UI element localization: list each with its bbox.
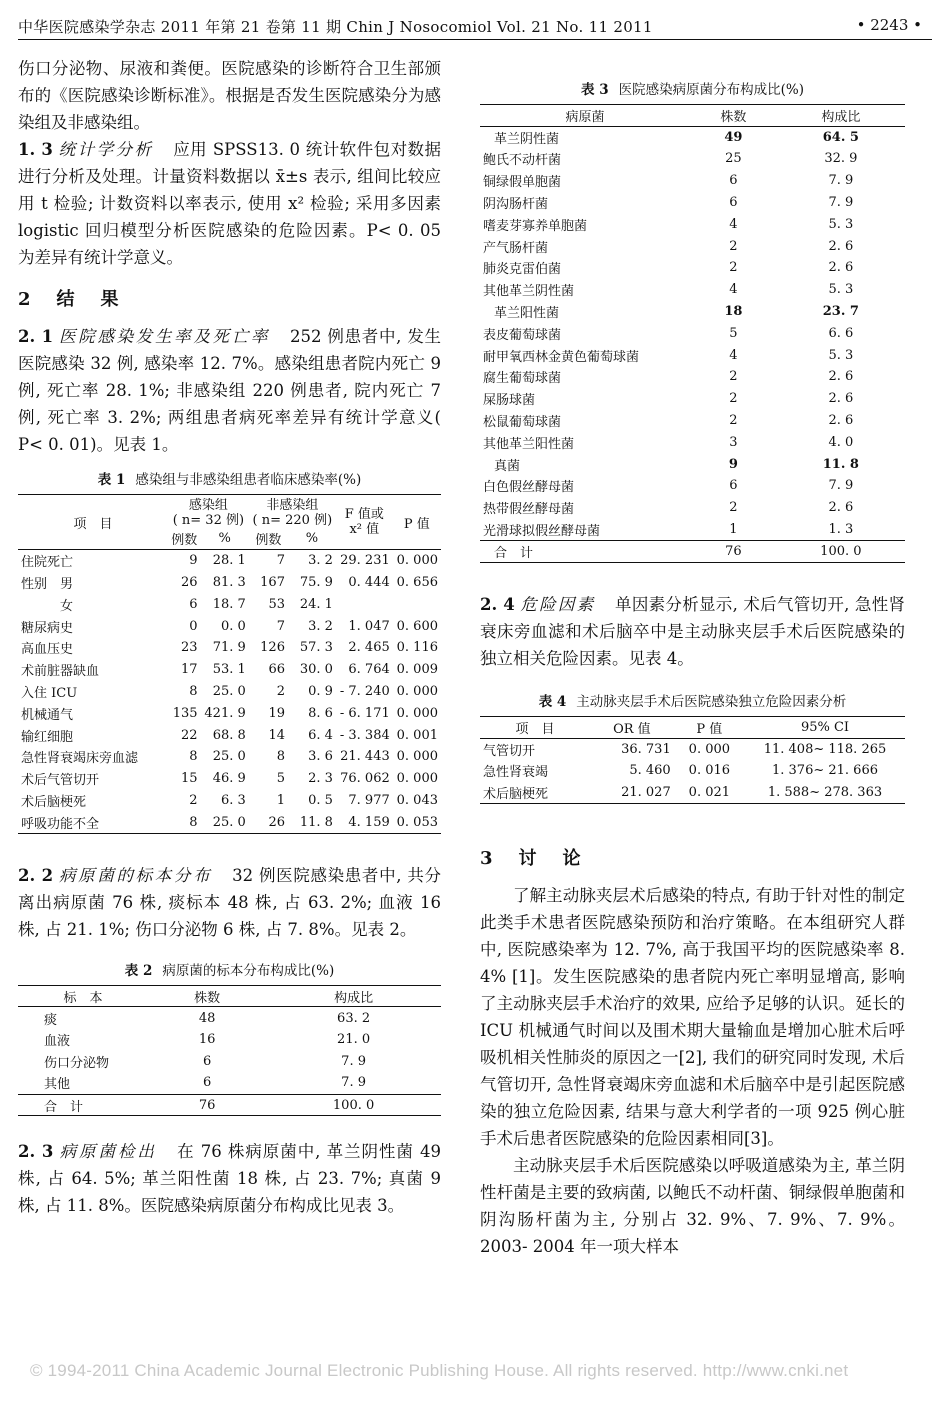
t3-ratio: 11. 8 bbox=[822, 456, 859, 472]
t2-row bbox=[18, 1029, 441, 1051]
t1-item: 术前脏器缺血 bbox=[21, 664, 100, 680]
t4-head-item: 项 目 bbox=[515, 721, 555, 737]
t1-noninfected-pct: 11. 8 bbox=[299, 814, 333, 830]
t1-noninfected-cases: 53 bbox=[268, 596, 285, 612]
t1-head-pct-2: % bbox=[305, 531, 319, 547]
discussion-paragraph-2: 主动脉夹层手术后医院感染以呼吸道感染为主, 革兰阴性杆菌是主要的致病菌, 以鲍氏不动杆菌、铜绿假单胞菌和阴沟肠杆菌为主, 分别占 32. 9%、7. 9%、7. 9%。2003- 2004 年一项大样本 bbox=[480, 1155, 905, 1256]
t1-infected-cases: 26 bbox=[181, 574, 198, 590]
section-2-2 bbox=[18, 862, 441, 943]
t2-ratio: 7. 9 bbox=[341, 1075, 366, 1091]
t2-head-ratio: 构成比 bbox=[334, 990, 374, 1006]
t1-item: 急性肾衰竭床旁血滤 bbox=[21, 751, 139, 767]
section-1-3-number: 1. 3 bbox=[18, 140, 53, 159]
t2-head-count: 株数 bbox=[194, 990, 221, 1006]
t1-noninfected-pct: 3. 2 bbox=[308, 618, 333, 634]
section-2-3-title: 病原菌检出 bbox=[59, 1142, 157, 1162]
t3-row bbox=[480, 475, 905, 497]
t3-count: 1 bbox=[729, 521, 738, 537]
t3-ratio: 5. 3 bbox=[828, 347, 854, 363]
t3-pathogen: 肺炎克雷伯菌 bbox=[483, 262, 562, 278]
t3-row bbox=[480, 388, 905, 410]
t1-infected-cases: 22 bbox=[181, 727, 198, 743]
t1-row bbox=[18, 790, 441, 812]
t1-noninfected-pct: 0. 9 bbox=[308, 683, 333, 699]
t2-row bbox=[18, 1007, 441, 1029]
table-2-body bbox=[18, 1007, 441, 1094]
t1-noninfected-cases: 7 bbox=[276, 553, 285, 569]
t1-row bbox=[18, 615, 441, 637]
t1-infected-pct: 0. 0 bbox=[220, 618, 246, 634]
t1-head-cases-1: 例数 bbox=[171, 533, 198, 549]
t3-pathogen: 松鼠葡萄球菌 bbox=[483, 415, 562, 431]
section-2-4 bbox=[480, 591, 905, 672]
t1-item: 住院死亡 bbox=[21, 555, 74, 571]
t1-noninfected-cases: 19 bbox=[268, 705, 285, 721]
t1-row bbox=[18, 811, 441, 833]
t4-head-or: OR 值 bbox=[613, 721, 651, 737]
t2-total-ratio: 100. 0 bbox=[332, 1097, 375, 1113]
t1-head-group2: 非感染组 ( n= 220 例) bbox=[252, 498, 333, 528]
t1-head-fval: F 值或 x² 值 bbox=[344, 507, 384, 538]
table-4-title: 主动脉夹层手术后医院感染独立危险因素分析 bbox=[576, 693, 847, 710]
t3-ratio: 5. 3 bbox=[828, 216, 854, 232]
t1-noninfected-pct: 75. 9 bbox=[299, 574, 333, 590]
t3-row bbox=[480, 431, 905, 453]
t3-count: 25 bbox=[725, 151, 742, 167]
t3-total-label: 合 计 bbox=[494, 545, 534, 561]
t4-p: 0. 021 bbox=[688, 784, 731, 800]
t3-ratio: 2. 6 bbox=[828, 238, 854, 254]
t3-pathogen: 阴沟肠杆菌 bbox=[483, 197, 549, 213]
t1-noninfected-pct: 3. 6 bbox=[308, 749, 333, 765]
t2-count: 48 bbox=[198, 1010, 216, 1026]
t2-ratio: 7. 9 bbox=[341, 1053, 366, 1069]
t1-infected-cases: 17 bbox=[181, 662, 198, 678]
t3-pathogen: 其他革兰阴性菌 bbox=[483, 284, 575, 300]
table-1-body bbox=[18, 550, 441, 833]
t1-head-group1: 感染组 ( n= 32 例) bbox=[172, 498, 245, 528]
t3-head-ratio: 构成比 bbox=[821, 109, 861, 125]
t1-infected-cases: 8 bbox=[189, 814, 198, 830]
table-3-label: 表 3 bbox=[581, 82, 609, 98]
section-2-4-text: 单因素分析显示, 术后气管切开, 急性肾衰床旁血滤和术后脑卒中是主动脉夹层手术后医院感染的独立相关危险因素。见表 4。 bbox=[480, 594, 906, 668]
t1-p-value: 0. 000 bbox=[396, 683, 438, 699]
t4-head-p: P 值 bbox=[696, 721, 723, 737]
section-2-3 bbox=[18, 1138, 441, 1219]
t3-total-row bbox=[480, 540, 905, 562]
page-number: • 2243 • bbox=[856, 16, 922, 34]
t1-noninfected-pct: 24. 1 bbox=[299, 596, 333, 612]
table-4-caption bbox=[480, 690, 905, 710]
section-1-3 bbox=[18, 136, 441, 271]
t4-item: 术后脑梗死 bbox=[483, 786, 549, 802]
t3-row bbox=[480, 519, 905, 541]
t1-noninfected-cases: 7 bbox=[276, 618, 285, 634]
t1-infected-pct: 6. 3 bbox=[220, 792, 246, 808]
t3-row bbox=[480, 148, 905, 170]
t1-infected-pct: 71. 9 bbox=[212, 640, 246, 656]
t4-row bbox=[480, 760, 905, 782]
t3-pathogen: 热带假丝酵母菌 bbox=[483, 502, 575, 518]
t1-row bbox=[18, 702, 441, 724]
t3-pathogen: 铜绿假单胞菌 bbox=[483, 175, 562, 191]
t4-or: 21. 027 bbox=[621, 784, 671, 800]
section-1-3-title: 统计学分析 bbox=[58, 140, 154, 159]
t2-head-spec: 标 本 bbox=[63, 990, 103, 1006]
t3-ratio: 2. 6 bbox=[828, 369, 854, 385]
t4-ci: 1. 588~ 278. 363 bbox=[767, 784, 883, 800]
t3-pathogen: 其他革兰阳性菌 bbox=[483, 436, 575, 452]
t3-ratio: 64. 5 bbox=[822, 129, 859, 145]
t4-p: 0. 000 bbox=[688, 741, 731, 757]
t1-f-value: 1. 047 bbox=[348, 618, 390, 634]
section-2-4-number: 2. 4 bbox=[480, 594, 515, 614]
t4-head-ci: 95% CI bbox=[800, 719, 850, 735]
t1-infected-cases: 15 bbox=[181, 771, 198, 787]
table-3-caption bbox=[480, 78, 905, 98]
table-4-label: 表 4 bbox=[538, 693, 567, 710]
t1-p-value: 0. 001 bbox=[396, 727, 438, 743]
t3-count: 5 bbox=[729, 325, 738, 341]
section-2-1 bbox=[18, 323, 441, 458]
t4-ci: 1. 376~ 21. 666 bbox=[772, 763, 878, 779]
t2-count: 16 bbox=[198, 1032, 216, 1048]
t1-noninfected-cases: 14 bbox=[268, 727, 285, 743]
t3-row bbox=[480, 366, 905, 388]
t3-row bbox=[480, 301, 905, 323]
t3-ratio: 2. 6 bbox=[828, 260, 854, 276]
t3-pathogen: 嗜麦芽寡养单胞菌 bbox=[483, 218, 588, 234]
t1-infected-pct: 81. 3 bbox=[212, 574, 246, 590]
t1-infected-pct: 18. 7 bbox=[212, 596, 246, 612]
t1-row bbox=[18, 681, 441, 703]
copyright-watermark: © 1994-2011 China Academic Journal Electronic Publishing House. All rights reserved. http://www.cnki.net bbox=[30, 1361, 849, 1380]
table-2-caption bbox=[18, 959, 441, 979]
t1-p-value: 0. 656 bbox=[396, 574, 438, 590]
t3-ratio: 32. 9 bbox=[824, 151, 858, 167]
t3-row bbox=[480, 279, 905, 301]
t3-head-count: 株数 bbox=[720, 109, 747, 125]
t4-row bbox=[480, 782, 905, 804]
t3-pathogen: 表皮葡萄球菌 bbox=[483, 327, 562, 343]
t1-row bbox=[18, 746, 441, 768]
t1-infected-cases: 8 bbox=[189, 749, 198, 765]
t1-noninfected-pct: 8. 6 bbox=[308, 705, 333, 721]
t3-row bbox=[480, 410, 905, 432]
t3-count: 49 bbox=[724, 129, 743, 145]
t1-item: 术后脑梗死 bbox=[21, 794, 87, 810]
t3-pathogen: 鲍氏不动杆菌 bbox=[483, 153, 562, 169]
t1-infected-pct: 25. 0 bbox=[212, 814, 246, 830]
t1-noninfected-cases: 5 bbox=[276, 771, 285, 787]
t1-item: 输红细胞 bbox=[21, 729, 74, 745]
paragraph-top: 伤口分泌物、尿液和粪便。医院感染的诊断符合卫生部颁布的《医院感染诊断标准》。根据是否发生医院感染分为感染组及非感染组。 bbox=[18, 59, 441, 132]
t3-row bbox=[480, 497, 905, 519]
t1-infected-pct: 25. 0 bbox=[212, 683, 246, 699]
t1-row bbox=[18, 593, 441, 615]
t3-pathogen: 耐甲氧西林金黄色葡萄球菌 bbox=[483, 349, 640, 365]
table-1 bbox=[18, 494, 441, 834]
t3-row bbox=[480, 257, 905, 279]
t3-ratio: 7. 9 bbox=[828, 195, 854, 211]
t3-row bbox=[480, 322, 905, 344]
t3-pathogen: 光滑球拟假丝酵母菌 bbox=[483, 523, 601, 539]
t2-specimen: 伤口分泌物 bbox=[44, 1055, 110, 1071]
t1-row bbox=[18, 637, 441, 659]
t3-ratio: 2. 6 bbox=[828, 500, 854, 516]
t1-infected-cases: 23 bbox=[181, 640, 198, 656]
t2-specimen: 痰 bbox=[44, 1012, 58, 1028]
t3-count: 6 bbox=[729, 478, 738, 494]
t2-count: 6 bbox=[202, 1053, 212, 1069]
t1-noninfected-pct: 57. 3 bbox=[299, 640, 333, 656]
t3-pathogen: 革兰阳性菌 bbox=[494, 306, 560, 322]
t3-count: 3 bbox=[729, 434, 738, 450]
t3-ratio: 1. 3 bbox=[828, 521, 854, 537]
t4-or: 5. 460 bbox=[629, 763, 671, 779]
page-header bbox=[18, 12, 932, 40]
journal-citation: 中华医院感染学杂志 2011 年第 21 卷第 11 期 Chin J Nosocomiol Vol. 21 No. 11 2011 bbox=[18, 18, 653, 36]
section-2-2-number: 2. 2 bbox=[18, 865, 54, 885]
t1-item: 术后气管切开 bbox=[21, 773, 100, 789]
t1-f-value: - 3. 384 bbox=[339, 727, 390, 743]
t2-specimen: 血液 bbox=[44, 1034, 71, 1050]
t1-noninfected-cases: 126 bbox=[260, 640, 285, 656]
t3-total-ratio: 100. 0 bbox=[820, 543, 862, 559]
table-4 bbox=[480, 716, 905, 804]
t3-count: 18 bbox=[724, 304, 743, 320]
t1-infected-pct: 421. 9 bbox=[204, 705, 246, 721]
t3-total-count: 76 bbox=[725, 543, 742, 559]
t1-noninfected-cases: 66 bbox=[268, 662, 285, 678]
t3-pathogen: 真菌 bbox=[494, 458, 521, 474]
t2-total-row bbox=[18, 1094, 441, 1116]
section-2-1-title: 医院感染发生率及死亡率 bbox=[59, 327, 271, 346]
t1-item: 女 bbox=[21, 598, 74, 614]
t3-count: 2 bbox=[729, 391, 738, 407]
t3-row bbox=[480, 192, 905, 214]
t3-row bbox=[480, 126, 905, 148]
t1-row bbox=[18, 659, 441, 681]
t2-total-label: 合 计 bbox=[44, 1099, 84, 1115]
t1-infected-cases: 6 bbox=[189, 596, 198, 612]
t3-pathogen: 腐生葡萄球菌 bbox=[483, 371, 562, 387]
t1-f-value: 76. 062 bbox=[340, 771, 390, 787]
t3-pathogen: 白色假丝酵母菌 bbox=[483, 480, 575, 496]
t1-f-value: 7. 977 bbox=[348, 792, 390, 808]
t1-infected-cases: 8 bbox=[189, 683, 198, 699]
t1-row bbox=[18, 572, 441, 594]
t3-count: 2 bbox=[729, 413, 738, 429]
t3-ratio: 2. 6 bbox=[828, 413, 854, 429]
t4-item: 急性肾衰竭 bbox=[483, 765, 549, 781]
t1-f-value: 4. 159 bbox=[348, 814, 390, 830]
table-3-title: 医院感染病原菌分布构成比(%) bbox=[618, 82, 804, 98]
t1-noninfected-pct: 2. 3 bbox=[308, 771, 333, 787]
t3-ratio: 6. 6 bbox=[828, 325, 854, 341]
t1-p-value: 0. 043 bbox=[396, 792, 438, 808]
t3-row bbox=[480, 344, 905, 366]
t1-noninfected-cases: 8 bbox=[276, 749, 285, 765]
section-2-1-number: 2. 1 bbox=[18, 327, 54, 346]
t3-ratio: 2. 6 bbox=[828, 391, 854, 407]
t1-f-value: 21. 443 bbox=[340, 749, 390, 765]
section-2-2-text: 32 例医院感染患者中, 共分离出病原菌 76 株, 痰标本 48 株, 占 63. 2%; 血液 16 株, 占 21. 1%; 伤口分泌物 6 株, 占 7. 8%。见表 2。 bbox=[18, 865, 442, 939]
t1-item: 呼吸功能不全 bbox=[21, 816, 100, 832]
t1-f-value bbox=[336, 593, 393, 615]
t3-pathogen: 产气肠杆菌 bbox=[483, 240, 549, 256]
t1-p-value: 0. 000 bbox=[396, 705, 438, 721]
section-2-3-number: 2. 3 bbox=[18, 1142, 54, 1162]
t1-infected-cases: 135 bbox=[172, 705, 198, 721]
t1-p-value: 0. 000 bbox=[396, 749, 438, 765]
t3-count: 2 bbox=[729, 500, 738, 516]
t1-row bbox=[18, 768, 441, 790]
t3-head-name: 病原菌 bbox=[565, 109, 605, 125]
t2-total-count: 76 bbox=[198, 1097, 216, 1113]
t4-p: 0. 016 bbox=[688, 763, 731, 779]
t3-count: 4 bbox=[729, 347, 738, 363]
t3-row bbox=[480, 235, 905, 257]
t3-ratio: 23. 7 bbox=[822, 304, 859, 320]
left-column bbox=[18, 55, 441, 1219]
table-4-body bbox=[480, 738, 905, 803]
section-2-2-title: 病原菌的标本分布 bbox=[59, 865, 213, 885]
discussion-paragraph-1: 了解主动脉夹层术后感染的特点, 有助于针对性的制定此类手术患者医院感染预防和治疗策略。在本组研究人群中, 医院感染率为 12. 7%, 高于我国平均的医院感染率 8. 4% [1]。发生医院感染的患者院内死亡率明显增高, 影响了主动脉夹层手术治疗的效果, 应给予足够的认识。延长的 ICU 机械通气时间以及围术期大量输血是增加心脏术后呼吸机相关性肺炎的原因之一[2], 我们的研究同时发现, 术后气管切开, 急性肾衰竭床旁血滤和术后脑卒中是引起医院感染的独立危险因素, 结果与意大利学者的一项 925 例心脏手术后患者医院感染的危险因素相同[3]。 bbox=[480, 885, 905, 1148]
t2-row bbox=[18, 1072, 441, 1094]
t2-row bbox=[18, 1051, 441, 1073]
t2-ratio: 21. 0 bbox=[337, 1032, 371, 1048]
t3-count: 2 bbox=[729, 260, 738, 276]
t1-infected-cases: 9 bbox=[189, 553, 198, 569]
table-3 bbox=[480, 104, 905, 563]
t1-p-value: 0. 053 bbox=[396, 814, 438, 830]
t1-item: 糖尿病史 bbox=[21, 620, 74, 636]
t3-row bbox=[480, 170, 905, 192]
t1-noninfected-pct: 30. 0 bbox=[299, 662, 333, 678]
right-column bbox=[480, 78, 905, 1260]
t3-count: 4 bbox=[729, 216, 738, 232]
t1-noninfected-pct: 0. 5 bbox=[308, 792, 333, 808]
t1-p-value: 0. 116 bbox=[396, 640, 438, 656]
t3-row bbox=[480, 453, 905, 475]
t1-row bbox=[18, 550, 441, 572]
t1-item: 机械通气 bbox=[21, 707, 74, 723]
t1-noninfected-pct: 3. 2 bbox=[308, 553, 333, 569]
table-1-caption bbox=[18, 468, 441, 488]
t1-infected-cases: 2 bbox=[189, 792, 198, 808]
t2-ratio: 63. 2 bbox=[337, 1010, 371, 1026]
t4-ci: 11. 408~ 118. 265 bbox=[763, 741, 887, 757]
t1-f-value: 29. 231 bbox=[340, 553, 390, 569]
t1-item: 高血压史 bbox=[21, 642, 74, 658]
t3-pathogen: 屎肠球菌 bbox=[483, 393, 536, 409]
table-3-body bbox=[480, 126, 905, 540]
table-2-title: 病原菌的标本分布构成比(%) bbox=[162, 962, 335, 979]
table-2-label: 表 2 bbox=[124, 962, 153, 979]
t4-or: 36. 731 bbox=[621, 741, 671, 757]
t4-row bbox=[480, 738, 905, 760]
t3-ratio: 5. 3 bbox=[828, 282, 854, 298]
table-2 bbox=[18, 985, 441, 1117]
table-1-title: 感染组与非感染组患者临床感染率(%) bbox=[135, 472, 362, 488]
t1-infected-pct: 28. 1 bbox=[212, 553, 246, 569]
t1-infected-cases: 0 bbox=[189, 618, 198, 634]
t1-p-value: 0. 000 bbox=[396, 553, 438, 569]
section-1-3-text: 应用 SPSS13. 0 统计软件包对数据进行分析及处理。计量资料数据以 x̄±s 表示, 组间比较应用 t 检验; 计数资料以率表示, 使用 x² 检验; 采用多因素 logistic 回归模型分析医院感染的危险因素。P< 0. 05 为差异有统计学意义。 bbox=[18, 140, 442, 267]
table-1-label: 表 1 bbox=[97, 472, 126, 488]
t1-p-value: 0. 600 bbox=[396, 618, 438, 634]
t3-count: 2 bbox=[729, 369, 738, 385]
t3-count: 9 bbox=[728, 456, 738, 472]
t1-f-value: 2. 465 bbox=[348, 640, 390, 656]
t3-ratio: 7. 9 bbox=[828, 478, 854, 494]
t1-f-value: - 6. 171 bbox=[339, 705, 390, 721]
t3-count: 6 bbox=[729, 195, 738, 211]
t1-p-value bbox=[393, 593, 441, 615]
section-3-heading: 3 讨 论 bbox=[480, 847, 585, 869]
t1-noninfected-cases: 167 bbox=[260, 574, 285, 590]
t1-head-cases-2: 例数 bbox=[255, 533, 282, 549]
t1-noninfected-cases: 1 bbox=[276, 792, 285, 808]
t1-row bbox=[18, 724, 441, 746]
t1-f-value: - 7. 240 bbox=[339, 683, 390, 699]
t1-head-pval: P 值 bbox=[403, 516, 430, 532]
t1-noninfected-cases: 26 bbox=[268, 814, 285, 830]
t1-infected-pct: 68. 8 bbox=[212, 727, 246, 743]
t1-infected-pct: 53. 1 bbox=[212, 662, 246, 678]
section-2-1-text: 252 例患者中, 发生医院感染 32 例, 感染率 12. 7%。感染组患者院内死亡 9 例, 死亡率 28. 1%; 非感染组 220 例患者, 院内死亡 7 例, 死亡率 3. 2%; 两组患者病死率差异有统计学意义( P< 0. 01)。见表 1。 bbox=[18, 327, 442, 454]
t3-count: 2 bbox=[729, 238, 738, 254]
t2-specimen: 其他 bbox=[44, 1077, 71, 1093]
t1-p-value: 0. 009 bbox=[396, 662, 438, 678]
t3-ratio: 4. 0 bbox=[828, 434, 854, 450]
t4-item: 气管切开 bbox=[483, 743, 536, 759]
t1-head-pct-1: % bbox=[218, 531, 231, 547]
t1-p-value: 0. 000 bbox=[396, 771, 438, 787]
t3-row bbox=[480, 213, 905, 235]
section-2-3-text: 在 76 株病原菌中, 革兰阴性菌 49 株, 占 64. 5%; 革兰阳性菌 18 株, 占 23. 7%; 真菌 9 株, 占 11. 8%。医院感染病原菌分布构成比见表 3。 bbox=[18, 1142, 442, 1216]
t1-head-item: 项 目 bbox=[73, 516, 113, 532]
t1-noninfected-cases: 2 bbox=[276, 683, 285, 699]
t1-infected-pct: 25. 0 bbox=[212, 749, 246, 765]
t3-count: 6 bbox=[729, 173, 738, 189]
t2-count: 6 bbox=[202, 1075, 212, 1091]
section-2-4-title: 危险因素 bbox=[520, 594, 596, 614]
t1-f-value: 0. 444 bbox=[348, 574, 390, 590]
t3-count: 4 bbox=[729, 282, 738, 298]
t3-ratio: 7. 9 bbox=[828, 173, 854, 189]
t1-item: 性别 男 bbox=[21, 576, 74, 592]
t1-infected-pct: 46. 9 bbox=[212, 771, 246, 787]
t3-pathogen: 革兰阴性菌 bbox=[494, 131, 560, 147]
t1-item: 入住 ICU bbox=[21, 685, 78, 701]
t1-noninfected-pct: 6. 4 bbox=[308, 727, 333, 743]
section-2-heading: 2 结 果 bbox=[18, 289, 123, 310]
t1-f-value: 6. 764 bbox=[348, 662, 390, 678]
